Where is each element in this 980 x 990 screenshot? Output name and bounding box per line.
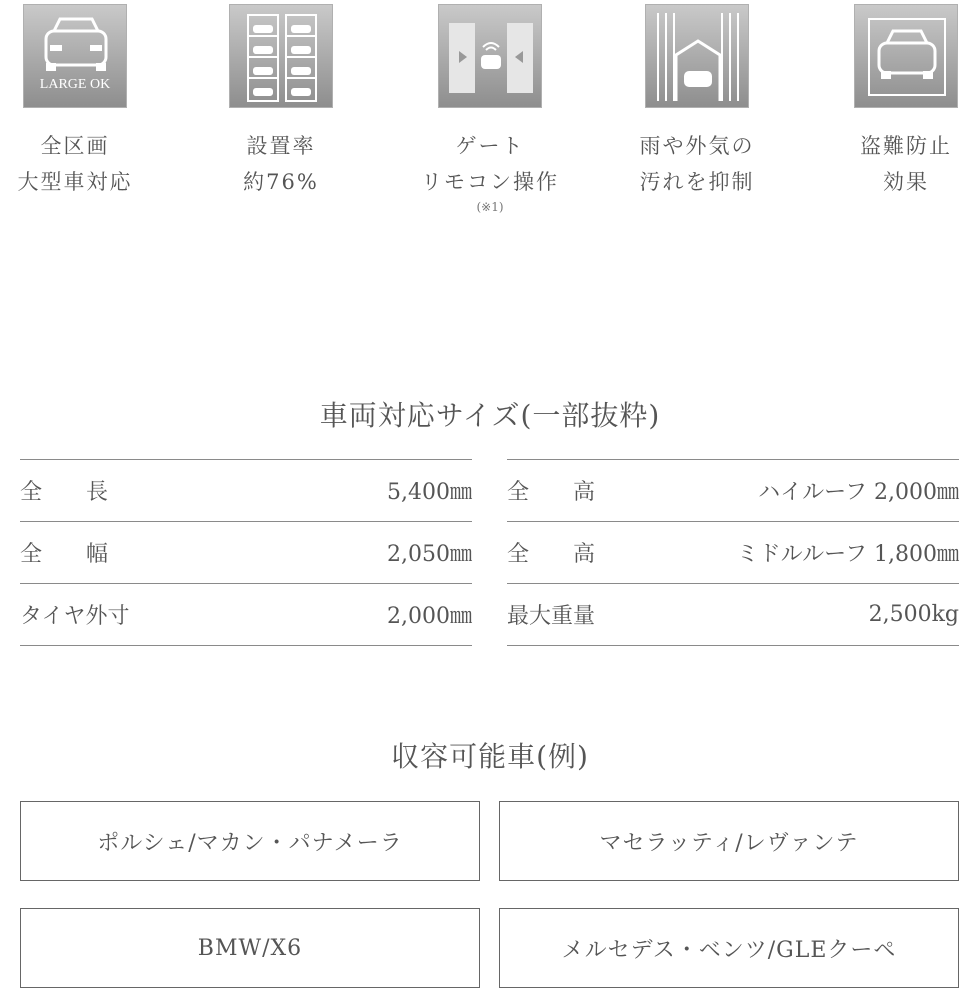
vehicle-box: マセラッティ/レヴァンテ bbox=[499, 801, 959, 881]
gate-remote-icon bbox=[438, 4, 542, 108]
feature-line2: 汚れを抑制 bbox=[639, 170, 755, 194]
feature-line2: 効果 bbox=[883, 170, 929, 194]
spec-table-right bbox=[507, 459, 959, 646]
covered-garage-icon bbox=[645, 4, 749, 108]
spec-row bbox=[20, 583, 472, 646]
feature-large-car bbox=[0, 4, 175, 200]
security-car-icon bbox=[854, 4, 958, 108]
feature-line2: 大型車対応 bbox=[17, 170, 133, 194]
feature-gate-remote bbox=[390, 4, 590, 214]
spec-value: 5,400㎜ bbox=[387, 480, 472, 505]
spec-row bbox=[20, 459, 472, 521]
spec-row bbox=[20, 521, 472, 583]
size-section-title: 車両対応サイズ(一部抜粋) bbox=[319, 399, 661, 432]
feature-anti-theft bbox=[806, 4, 980, 200]
feature-line1: 雨や外気の bbox=[639, 134, 755, 158]
spec-table-left bbox=[20, 459, 472, 646]
feature-list bbox=[0, 4, 980, 234]
spec-label: 全 高 bbox=[507, 542, 596, 567]
feature-weather-protect bbox=[597, 4, 797, 200]
spec-label: タイヤ外寸 bbox=[20, 604, 130, 629]
feature-line2: リモコン操作 bbox=[421, 170, 559, 194]
spec-row bbox=[507, 521, 959, 583]
spec-value: ミドルルーフ 1,800㎜ bbox=[736, 542, 959, 567]
spec-value: 2,050㎜ bbox=[387, 542, 472, 567]
spec-row bbox=[507, 583, 959, 646]
vehicle-box: BMW/X6 bbox=[20, 908, 480, 988]
feature-line1: 全区画 bbox=[40, 134, 110, 158]
vehicle-section-title: 収容可能車(例) bbox=[391, 740, 589, 773]
feature-note: (※1) bbox=[476, 200, 504, 214]
vehicle-box: メルセデス・ベンツ/GLEクーペ bbox=[499, 908, 959, 988]
vehicle-box: ポルシェ/マカン・パナメーラ bbox=[20, 801, 480, 881]
spec-label: 全 幅 bbox=[20, 542, 109, 567]
spec-row bbox=[507, 459, 959, 521]
spec-value: 2,000㎜ bbox=[387, 604, 472, 629]
feature-line1: 設置率 bbox=[246, 134, 316, 158]
feature-line1: ゲート bbox=[455, 134, 525, 158]
large-ok-label: LARGE OK bbox=[39, 77, 111, 92]
parking-rack-icon bbox=[229, 4, 333, 108]
spec-label: 最大重量 bbox=[507, 604, 596, 629]
spec-value: 2,500kg bbox=[868, 602, 959, 627]
spec-label: 全 高 bbox=[507, 480, 596, 505]
feature-line2: 約76% bbox=[243, 170, 319, 194]
spec-label: 全 長 bbox=[20, 480, 109, 505]
large-car-icon bbox=[23, 4, 127, 108]
spec-value: ハイルーフ 2,000㎜ bbox=[758, 480, 959, 505]
feature-install-rate bbox=[181, 4, 381, 200]
feature-line1: 盗難防止 bbox=[860, 134, 952, 158]
